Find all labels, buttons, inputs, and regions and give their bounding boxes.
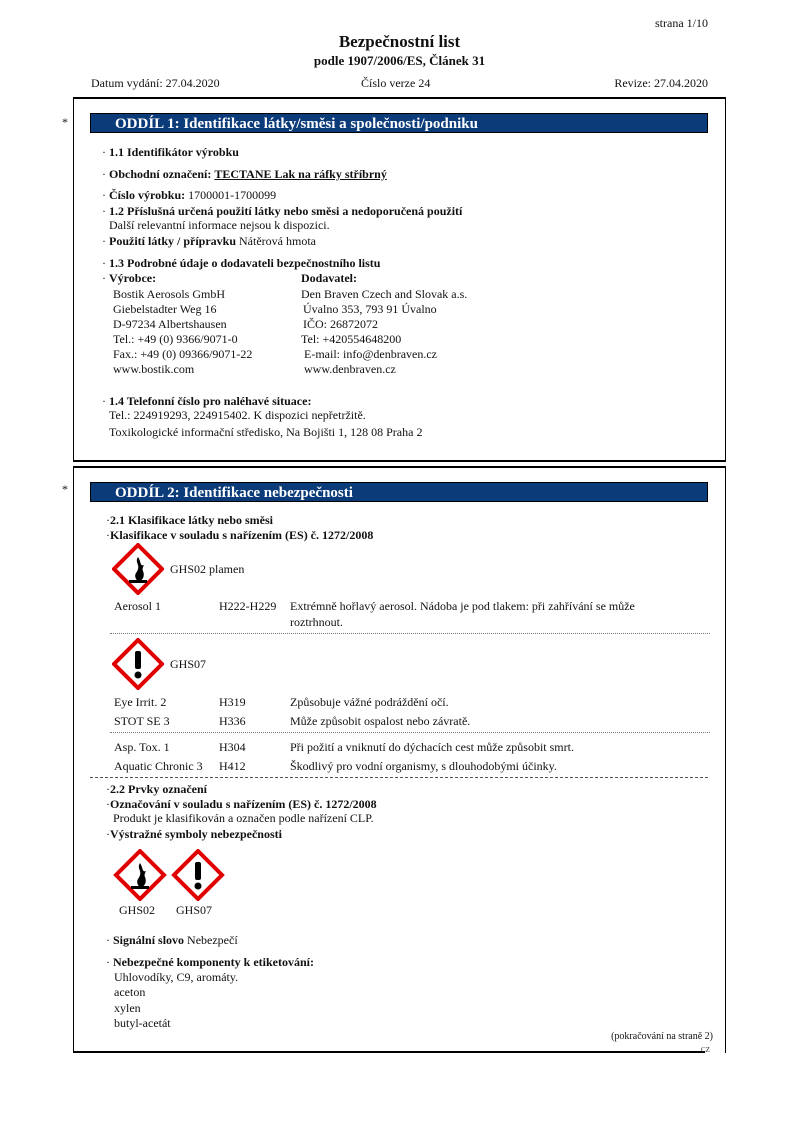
language-code: CZ: [701, 1046, 710, 1054]
stot-class: STOT SE 3: [114, 714, 170, 728]
version-number: Číslo verze 24: [361, 76, 431, 90]
product-number-line: · Číslo výrobku: 1700001-1700099: [102, 188, 277, 202]
s21-line: ·2.1 Klasifikace látky nebo směsi: [106, 513, 274, 527]
stot-code: H336: [219, 714, 246, 728]
ghs07-exclamation-icon: [112, 638, 164, 690]
supplier-line: IČO: 26872072: [303, 317, 378, 331]
ghs07-label: GHS07: [170, 657, 207, 671]
supplier-line: Úvalno 353, 793 91 Úvalno: [303, 302, 437, 316]
section-1-heading: ODDÍL 1: Identifikace látky/směsi a společnosti/podniku: [90, 113, 708, 133]
asp-text: Při požití a vniknutí do dýchacích cest může způsobit smrt.: [290, 740, 574, 754]
pictograms-label: ·Výstražné symboly nebezpečnosti: [106, 827, 282, 841]
label-ghs02-caption: GHS02: [119, 903, 156, 917]
s21-sub-line: ·Klasifikace v souladu s nařízením (ES) č. 1272/2008: [106, 528, 374, 542]
supplier-line: Den Braven Czech and Slovak a.s.: [301, 287, 468, 301]
aquatic-code: H412: [219, 759, 246, 773]
trade-name-line: · Obchodní označení: TECTANE Lak na ráfky stříbrný: [102, 167, 387, 181]
manufacturer-line: D-97234 Albertshausen: [113, 317, 227, 331]
section-2-change-marker: *: [62, 482, 68, 496]
s12-line: · 1.2 Příslušná určená použití látky nebo směsi a nedoporučená použití: [102, 204, 463, 218]
document-subtitle: podle 1907/2006/ES, Článek 31: [313, 53, 486, 68]
supplier-line: E-mail: info@denbraven.cz: [304, 347, 437, 361]
hazard-component: butyl-acetát: [114, 1016, 171, 1030]
eye-code: H319: [219, 695, 246, 709]
s22-text: Produkt je klasifikován a označen podle nařízení CLP.: [113, 811, 374, 825]
use-line: · Použití látky / přípravku Nátěrová hmota: [102, 234, 316, 248]
dotted-divider: [110, 732, 710, 733]
eye-text: Způsobuje vážné podráždění očí.: [290, 695, 449, 709]
eye-class: Eye Irrit. 2: [114, 695, 167, 709]
label-ghs02-flame-icon: [112, 849, 168, 901]
aquatic-class: Aquatic Chronic 3: [114, 759, 203, 773]
section-2-heading: ODDÍL 2: Identifikace nebezpečnosti: [90, 482, 708, 502]
manufacturer-label: · Výrobce:: [102, 271, 157, 285]
hazard-component: xylen: [114, 1001, 141, 1015]
continued-note: (pokračování na straně 2): [611, 1031, 713, 1042]
aerosol-text: Extrémně hořlavý aerosol. Nádoba je pod tlakem: při zahřívání se může: [290, 599, 635, 613]
signal-word-value: Nebezpečí: [187, 933, 238, 947]
manufacturer-line: Fax.: +49 (0) 09366/9071-22: [113, 347, 253, 361]
ghs02-label: GHS02 plamen: [170, 562, 245, 576]
s13-line: · 1.3 Podrobné údaje o dodavateli bezpečnostního listu: [102, 256, 381, 270]
supplier-line: Tel: +420554648200: [301, 332, 402, 346]
s11-line: · 1.1 Identifikátor výrobku: [102, 145, 239, 159]
toxicology-center: Toxikologické informační středisko, Na Bojišti 1, 128 08 Praha 2: [109, 425, 423, 439]
signal-word-line: · Signální slovo Nebezpečí: [106, 933, 238, 947]
dashed-divider: [90, 777, 708, 778]
issue-date: Datum vydání: 27.04.2020: [91, 76, 220, 90]
document-title: Bezpečnostní list: [338, 32, 461, 51]
s14-line: · 1.4 Telefonní číslo pro naléhavé situace:: [102, 394, 312, 408]
s12-text: Další relevantní informace nejsou k dispozici.: [109, 218, 330, 232]
ghs02-flame-icon: [112, 543, 164, 595]
manufacturer-line: Bostik Aerosols GmbH: [113, 287, 226, 301]
asp-class: Asp. Tox. 1: [114, 740, 170, 754]
aerosol-text-cont: roztrhnout.: [290, 615, 343, 629]
section-1-change-marker: *: [62, 115, 68, 129]
trade-name-value: TECTANE Lak na ráfky stříbrný: [214, 167, 387, 181]
hazard-components-label: · Nebezpečné komponenty k etiketování:: [106, 955, 314, 969]
aquatic-text: Škodlivý pro vodní organismy, s dlouhodobými účinky.: [290, 759, 557, 773]
page-number: strana 1/10: [655, 16, 708, 30]
revision-date: Revize: 27.04.2020: [614, 76, 708, 90]
emergency-phone: Tel.: 224919293, 224915402. K dispozici nepřetržitě.: [109, 408, 366, 422]
label-ghs07-caption: GHS07: [176, 903, 213, 917]
manufacturer-line: Giebelstadter Weg 16: [113, 302, 217, 316]
s22-line: ·2.2 Prvky označení: [106, 782, 207, 796]
supplier-label: Dodavatel:: [301, 271, 357, 285]
stot-text: Může způsobit ospalost nebo závratě.: [290, 714, 471, 728]
asp-code: H304: [219, 740, 246, 754]
hazard-component: aceton: [114, 985, 146, 999]
dotted-divider: [110, 633, 710, 634]
label-ghs07-exclamation-icon: [170, 849, 226, 901]
s22-sub-line: ·Označování v souladu s nařízením (ES) č. 1272/2008: [106, 797, 377, 811]
aerosol-code: H222-H229: [219, 599, 277, 613]
manufacturer-line: Tel.: +49 (0) 9366/9071-0: [113, 332, 238, 346]
aerosol-class: Aerosol 1: [114, 599, 161, 613]
manufacturer-line: www.bostik.com: [113, 362, 195, 376]
supplier-line: www.denbraven.cz: [304, 362, 396, 376]
hazard-component: Uhlovodíky, C9, aromáty.: [114, 970, 239, 984]
